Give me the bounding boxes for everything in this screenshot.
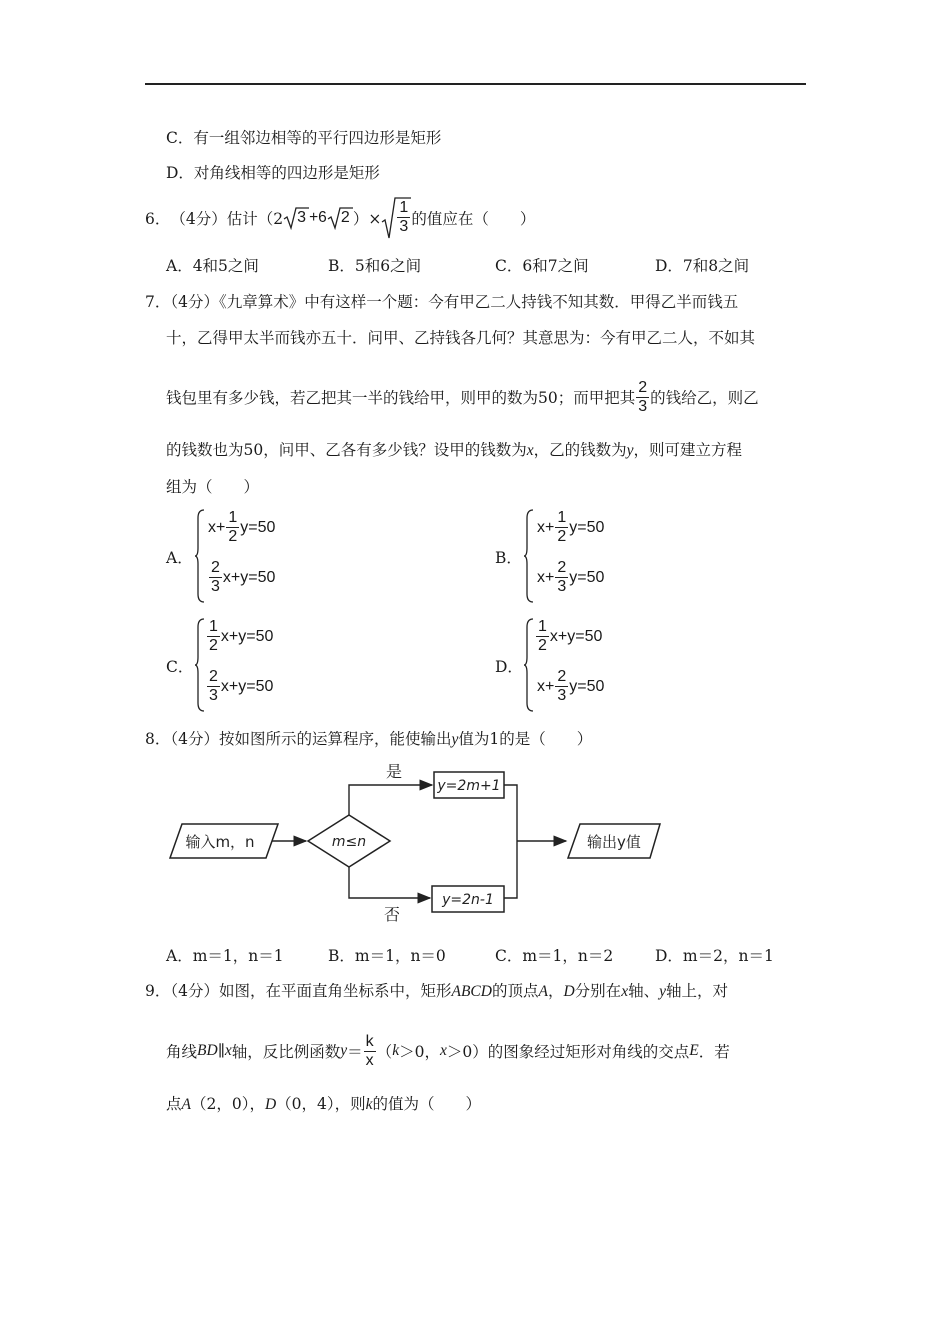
q6-times: ）× xyxy=(352,210,382,228)
q7-option-c-system xyxy=(194,617,314,713)
q7-number: 7． xyxy=(145,293,171,311)
brace-icon xyxy=(523,617,535,713)
q9-fraction-k-over-x: $\frac{k}{x}$ xyxy=(365,1032,374,1069)
q8-flowchart xyxy=(160,758,670,930)
flow-yes-label: 是 xyxy=(385,762,403,781)
q5-option-c: C．有一组邻边相等的平行四边形是矩形 xyxy=(166,129,442,147)
q7-option-a-system xyxy=(194,508,314,604)
flow-no-label: 否 xyxy=(383,905,401,924)
q7-option-b-label: B． xyxy=(495,549,522,567)
q9-line-1: 9．（4分）如图，在平面直角坐标系中，矩形ABCD的顶点A，D分别在x轴、y轴上，对 xyxy=(145,982,728,1000)
q7-option-b-system xyxy=(523,508,643,604)
q7-a-eq-1: x+ $\frac{1}{2}$ y=50 xyxy=(208,509,276,545)
q6-sqrt-1: 3 xyxy=(283,206,309,230)
q7-c-eq-2: $\frac{2}{3}$ x+y=50 xyxy=(209,668,274,704)
q6-fraction: $\frac{1}{3}$ xyxy=(399,199,409,235)
q9-number: 9． xyxy=(145,982,171,1000)
q8-number: 8． xyxy=(145,730,171,748)
q7-line-1: 7．（4分）《九章算术》中有这样一个题：今有甲乙二人持钱不知其数．甲得乙半而钱五 xyxy=(145,293,739,311)
q8-option-d: D．m＝2，n＝1 xyxy=(655,947,774,965)
q7-d-eq-2: x+ $\frac{2}{3}$ y=50 xyxy=(537,668,605,704)
q7-line-5: 组为（ ） xyxy=(166,478,260,496)
q6-stem xyxy=(145,196,535,240)
brace-icon xyxy=(194,508,206,604)
header-rule xyxy=(145,83,806,85)
q5-option-d: D．对角线相等的四边形是矩形 xyxy=(166,164,380,182)
q6-plus: +6 xyxy=(309,209,327,226)
q7-b-eq-2: x+ $\frac{2}{3}$ y=50 xyxy=(537,559,605,595)
q6-sqrt-2: 2 xyxy=(327,206,353,230)
brace-icon xyxy=(523,508,535,604)
flow-no-text: y=2n-1 xyxy=(442,892,494,908)
q7-a-eq-2: $\frac{2}{3}$ x+y=50 xyxy=(211,559,276,595)
q6-option-d: D．7和8之间 xyxy=(655,257,750,275)
brace-icon xyxy=(194,617,206,713)
q7-option-d-label: D． xyxy=(495,658,523,676)
q7-fraction-two-thirds: $\frac{2}{3}$ xyxy=(638,378,648,415)
q7-b-eq-1: x+ $\frac{1}{2}$ y=50 xyxy=(537,509,605,545)
q8-stem: 8．（4分）按如图所示的运算程序，能使输出y值为1的是（ ） xyxy=(145,730,593,748)
q8-option-c: C．m＝1，n＝2 xyxy=(495,947,614,965)
q7-option-d-system xyxy=(523,617,643,713)
q9-line-3: 点A（2，0），D（0，4），则k的值为（ ） xyxy=(166,1095,482,1113)
q7-line-2: 十，乙得甲太半而钱亦五十．问甲、乙持钱各几何？其意思为：今有甲乙二人，不如其 xyxy=(166,329,756,347)
flow-yes-text: y=2m+1 xyxy=(437,778,501,794)
q6-option-a: A．4和5之间 xyxy=(166,257,259,275)
q6-stem-start: 估计（2 xyxy=(226,210,284,228)
q7-option-a-label: A． xyxy=(166,549,193,567)
q8-option-b: B．m＝1，n＝0 xyxy=(328,947,446,965)
q7-c-eq-1: $\frac{1}{2}$ x+y=50 xyxy=(209,618,274,654)
q6-sqrt-frac xyxy=(381,196,411,240)
q9-line-2: 角线 BD ∥ x 轴，反比例函数 y ＝ $\frac{k}{x}$ （ k ＞0， x ＞0）的图象经过矩形对角线的交点 E ．若 xyxy=(166,1032,730,1069)
q6-option-c: C．6和7之间 xyxy=(495,257,589,275)
q6-number: 6． xyxy=(145,210,171,228)
q7-option-c-label: C． xyxy=(166,658,194,676)
q6-score: （4分） xyxy=(170,210,227,228)
flow-condition-text: m≤n xyxy=(331,834,367,850)
flow-output-text: 输出y值 xyxy=(587,833,641,851)
q6-option-b: B．5和6之间 xyxy=(328,257,422,275)
q6-stem-end: 的值应在（ ） xyxy=(411,210,536,228)
q7-line-3: 钱包里有多少钱，若乙把其一半的钱给甲，则甲的数为50；而甲把其 $\frac{2}{3}$ 的钱给乙，则乙 xyxy=(166,378,759,415)
flow-input-text: 输入m，n xyxy=(185,833,255,851)
q8-option-a: A．m＝1，n＝1 xyxy=(166,947,284,965)
q7-line-4: 的钱数也为50，问甲、乙各有多少钱？设甲的钱数为x，乙的钱数为y，则可建立方程 xyxy=(166,441,743,459)
q7-d-eq-1: $\frac{1}{2}$ x+y=50 xyxy=(538,618,603,654)
